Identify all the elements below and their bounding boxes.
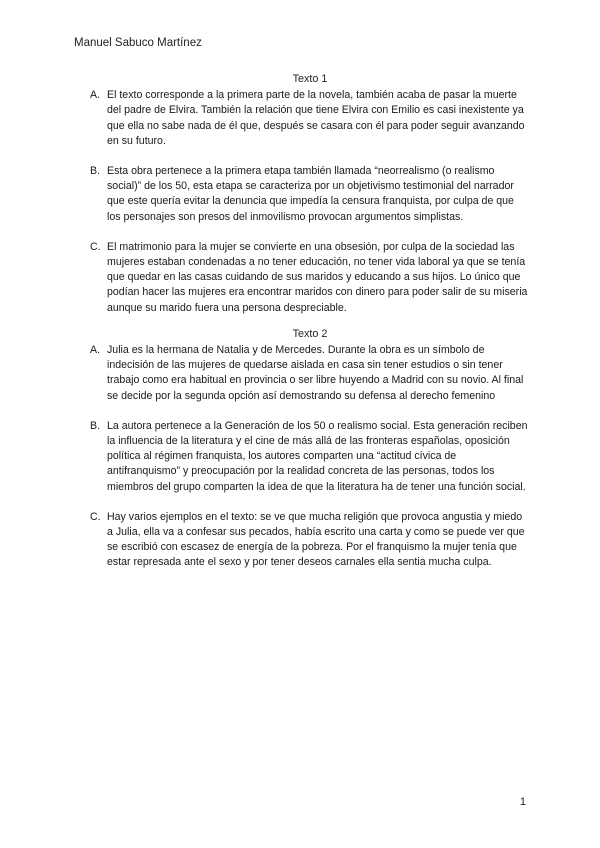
list-marker: C. bbox=[90, 510, 101, 523]
section-title: Texto 1 bbox=[292, 73, 328, 85]
document-body bbox=[90, 72, 530, 586]
section-texto-1 bbox=[90, 72, 530, 316]
list-item bbox=[90, 240, 530, 316]
list-item bbox=[90, 343, 530, 404]
section-title: Texto 2 bbox=[292, 327, 328, 340]
list-item bbox=[90, 88, 530, 149]
list-marker: C. bbox=[90, 240, 101, 253]
list-item-text: Hay varios ejemplos en el texto: se ve que mucha religión que provoca angustia y miedo a Julia, ella va a confesar sus pecados, había escrito una carta y como se puede ver que se escribió con escasez de energía de la pobreza. Por el franquismo la mujer tenía que estar represada ante el sexo y por tener deseos carnales ella sentia mucha culpa. bbox=[107, 510, 525, 569]
header-author: Manuel Sabuco Martínez bbox=[74, 37, 202, 49]
list-item bbox=[90, 164, 530, 225]
list-item-text: El matrimonio para la mujer se convierte en una obsesión, por culpa de la sociedad las mujeres estaban condenadas a no tener educación, no tener vida laboral ya que se tenía que quedar en las casas cuidando de sus maridos y educando a sus hijos. Lo único que podían hacer las mujeres era encontrar maridos con dinero para poder salir de su miseria aunque su marido fuera una persona despreciable. bbox=[107, 240, 528, 314]
list-item-text: El texto corresponde a la primera parte de la novela, también acaba de pasar la muerte del padre de Elvira. También la relación que tiene Elvira con Emilio es casi inexistente ya que ella no sabe nada de él que, después se casara con él para poder seguir avanzando en su futuro. bbox=[107, 89, 525, 147]
list-item-text: Julia es la hermana de Natalia y de Mercedes. Durante la obra es un símbolo de indecisión de las mujeres de quedarse aislada en casa sin tener estudios o sin tener trabajo como era habitual en provincia o ser libre huyendo a Madrid con su novio. Al final se decide por la segunda opción así demostrando su defensa al derecho femenino bbox=[107, 344, 524, 402]
list-item bbox=[90, 510, 530, 571]
list-marker: A. bbox=[90, 344, 101, 357]
page-number: 1 bbox=[519, 796, 526, 808]
list-marker: A. bbox=[90, 89, 101, 102]
list-item-text: La autora pertenece a la Generación de los 50 o realismo social. Esta generación reciben la influencia de la literatura y el cine de más allá de las fronteras españolas, oposición política al régimen franquista, los autores comparten una “actitud cívica de antifranquismo” y preocupación por la realidad concreta de las personas, todos los miembros del grupo comparten la idea de que la literatura ha de tener una función social. bbox=[107, 419, 528, 493]
section-texto-2 bbox=[90, 327, 530, 571]
list-marker: B. bbox=[90, 165, 101, 178]
list-marker: B. bbox=[90, 419, 101, 432]
list-item bbox=[90, 419, 530, 495]
list-item-text: Esta obra pertenece a la primera etapa también llamada “neorrealismo (o realismo social)” de los 50, esta etapa se caracteriza por un objetivismo testimonial del narrador que este quería evitar la denuncia que impedía la censura franquista, por culpa de que los personajes son presos del inmovilismo provocan argumentos simplistas. bbox=[107, 165, 514, 223]
